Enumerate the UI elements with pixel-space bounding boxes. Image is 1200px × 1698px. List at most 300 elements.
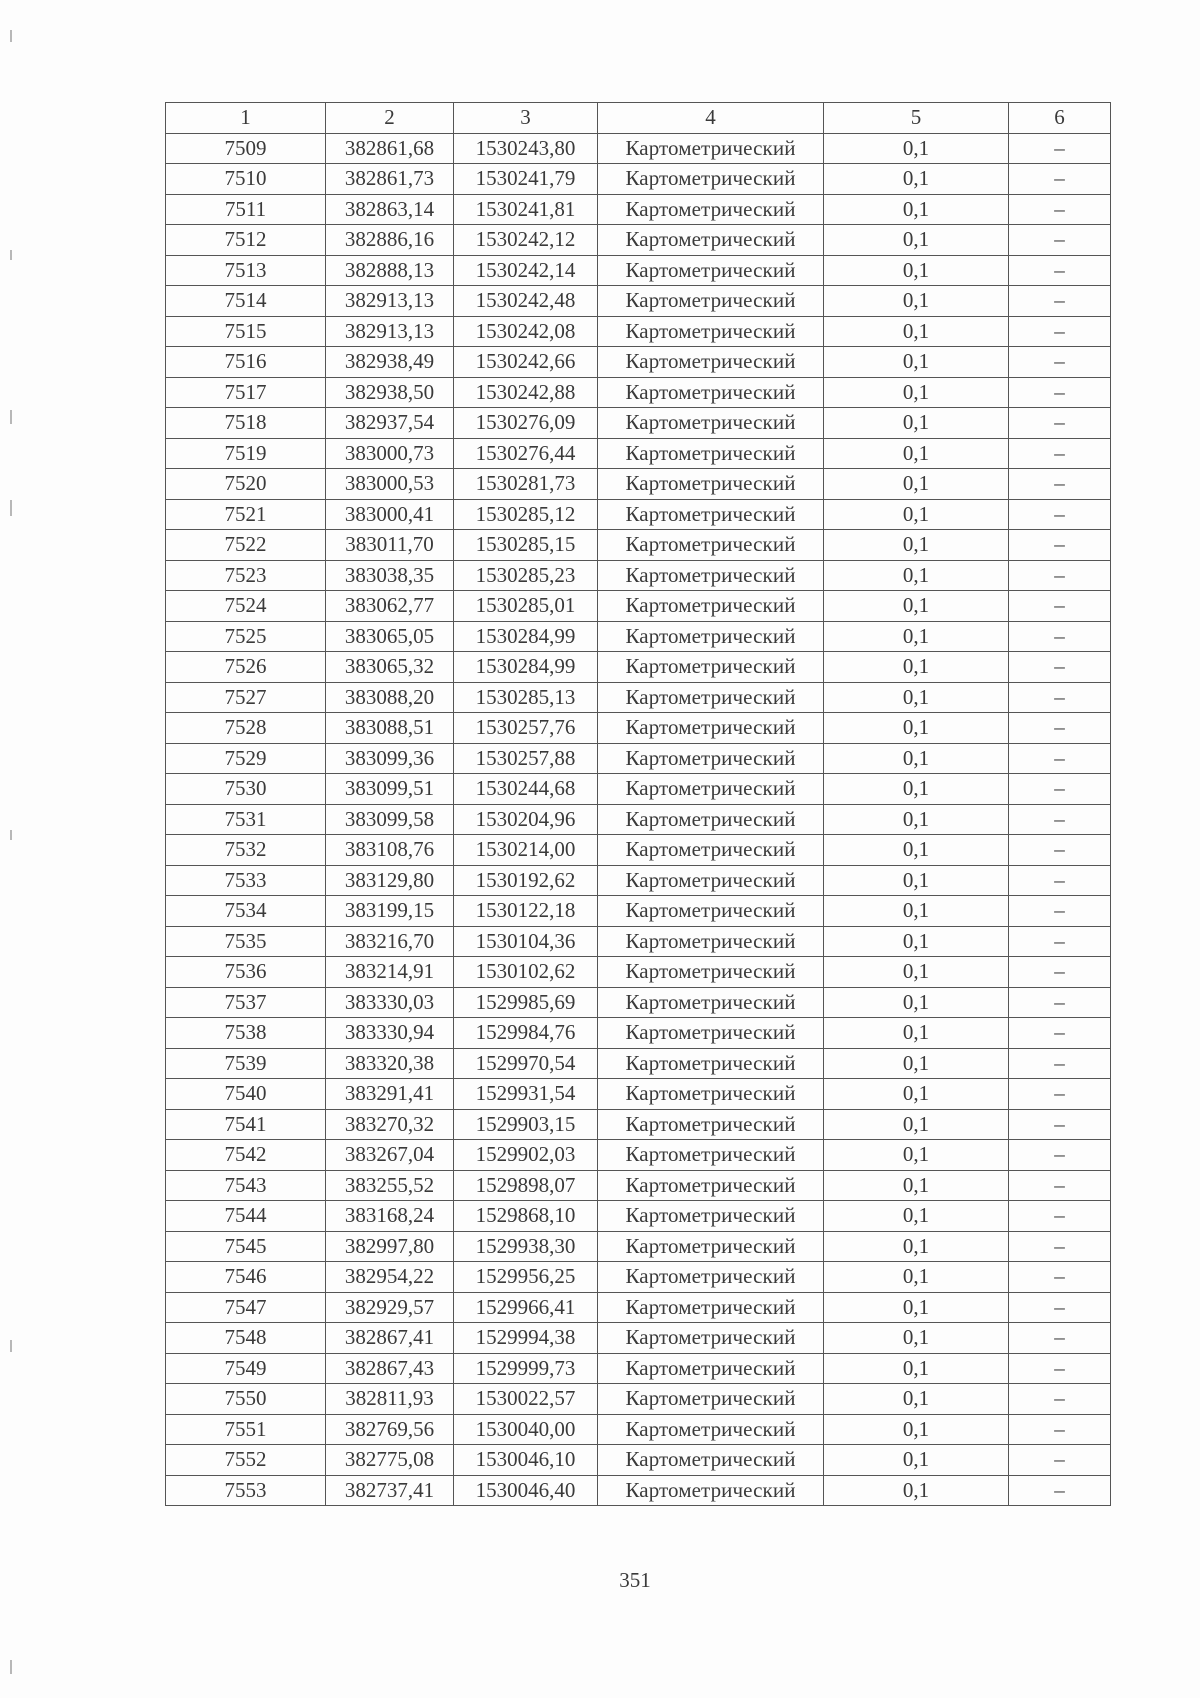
cell-coordinate-x: 383108,76 <box>326 835 454 866</box>
cell-accuracy: 0,1 <box>824 194 1009 225</box>
cell-accuracy: 0,1 <box>824 926 1009 957</box>
cell-method: Картометрический <box>598 1109 824 1140</box>
cell-note: – <box>1009 316 1111 347</box>
cell-method: Картометрический <box>598 377 824 408</box>
cell-coordinate-x: 382867,43 <box>326 1353 454 1384</box>
cell-accuracy: 0,1 <box>824 1170 1009 1201</box>
cell-coordinate-x: 382863,14 <box>326 194 454 225</box>
cell-note: – <box>1009 865 1111 896</box>
cell-coordinate-x: 383330,94 <box>326 1018 454 1049</box>
cell-coordinate-y: 1530276,09 <box>454 408 598 439</box>
cell-point-number: 7521 <box>166 499 326 530</box>
cell-point-number: 7534 <box>166 896 326 927</box>
cell-method: Картометрический <box>598 1079 824 1110</box>
cell-accuracy: 0,1 <box>824 1079 1009 1110</box>
cell-accuracy: 0,1 <box>824 1475 1009 1506</box>
cell-coordinate-y: 1530040,00 <box>454 1414 598 1445</box>
cell-point-number: 7546 <box>166 1262 326 1293</box>
cell-method: Картометрический <box>598 682 824 713</box>
cell-method: Картометрический <box>598 957 824 988</box>
cell-coordinate-x: 382886,16 <box>326 225 454 256</box>
cell-coordinate-x: 383000,53 <box>326 469 454 500</box>
cell-point-number: 7512 <box>166 225 326 256</box>
cell-method: Картометрический <box>598 1170 824 1201</box>
cell-note: – <box>1009 377 1111 408</box>
cell-method: Картометрический <box>598 713 824 744</box>
cell-accuracy: 0,1 <box>824 1140 1009 1171</box>
cell-coordinate-x: 383267,04 <box>326 1140 454 1171</box>
cell-accuracy: 0,1 <box>824 1201 1009 1232</box>
cell-method: Картометрический <box>598 1414 824 1445</box>
cell-accuracy: 0,1 <box>824 743 1009 774</box>
cell-method: Картометрический <box>598 1201 824 1232</box>
cell-accuracy: 0,1 <box>824 316 1009 347</box>
cell-accuracy: 0,1 <box>824 499 1009 530</box>
cell-coordinate-x: 382888,13 <box>326 255 454 286</box>
table-row <box>166 1323 1111 1354</box>
cell-coordinate-x: 382938,49 <box>326 347 454 378</box>
cell-coordinate-y: 1530241,81 <box>454 194 598 225</box>
cell-method: Картометрический <box>598 133 824 164</box>
cell-point-number: 7539 <box>166 1048 326 1079</box>
table-row <box>166 1231 1111 1262</box>
cell-note: – <box>1009 1201 1111 1232</box>
cell-method: Картометрический <box>598 1048 824 1079</box>
table-row <box>166 621 1111 652</box>
cell-accuracy: 0,1 <box>824 713 1009 744</box>
cell-coordinate-y: 1530285,23 <box>454 560 598 591</box>
cell-note: – <box>1009 652 1111 683</box>
cell-coordinate-y: 1530243,80 <box>454 133 598 164</box>
table-row <box>166 743 1111 774</box>
table-row <box>166 1048 1111 1079</box>
cell-method: Картометрический <box>598 408 824 439</box>
cell-method: Картометрический <box>598 743 824 774</box>
cell-note: – <box>1009 1109 1111 1140</box>
cell-method: Картометрический <box>598 530 824 561</box>
cell-accuracy: 0,1 <box>824 255 1009 286</box>
table-row <box>166 1292 1111 1323</box>
cell-accuracy: 0,1 <box>824 1353 1009 1384</box>
cell-method: Картометрический <box>598 1353 824 1384</box>
cell-coordinate-y: 1530046,10 <box>454 1445 598 1476</box>
table-row <box>166 438 1111 469</box>
cell-note: – <box>1009 1140 1111 1171</box>
cell-coordinate-x: 383011,70 <box>326 530 454 561</box>
cell-accuracy: 0,1 <box>824 438 1009 469</box>
cell-point-number: 7551 <box>166 1414 326 1445</box>
cell-coordinate-x: 382811,93 <box>326 1384 454 1415</box>
cell-coordinate-y: 1529931,54 <box>454 1079 598 1110</box>
table-row <box>166 377 1111 408</box>
table-row <box>166 865 1111 896</box>
cell-point-number: 7528 <box>166 713 326 744</box>
table-row <box>166 347 1111 378</box>
cell-point-number: 7549 <box>166 1353 326 1384</box>
cell-method: Картометрический <box>598 286 824 317</box>
cell-note: – <box>1009 560 1111 591</box>
cell-point-number: 7533 <box>166 865 326 896</box>
cell-note: – <box>1009 469 1111 500</box>
cell-accuracy: 0,1 <box>824 591 1009 622</box>
cell-point-number: 7509 <box>166 133 326 164</box>
cell-coordinate-y: 1530122,18 <box>454 896 598 927</box>
cell-point-number: 7518 <box>166 408 326 439</box>
cell-coordinate-y: 1530285,01 <box>454 591 598 622</box>
table-row <box>166 530 1111 561</box>
table-row <box>166 835 1111 866</box>
cell-coordinate-x: 383065,05 <box>326 621 454 652</box>
cell-coordinate-y: 1530276,44 <box>454 438 598 469</box>
cell-coordinate-y: 1530284,99 <box>454 621 598 652</box>
table-row <box>166 1445 1111 1476</box>
cell-coordinate-y: 1530285,13 <box>454 682 598 713</box>
cell-coordinate-y: 1530257,88 <box>454 743 598 774</box>
cell-note: – <box>1009 499 1111 530</box>
cell-coordinate-y: 1529970,54 <box>454 1048 598 1079</box>
cell-method: Картометрический <box>598 835 824 866</box>
table-body <box>166 133 1111 1506</box>
cell-coordinate-y: 1530104,36 <box>454 926 598 957</box>
cell-coordinate-y: 1530242,66 <box>454 347 598 378</box>
cell-point-number: 7543 <box>166 1170 326 1201</box>
scan-margin-mark <box>10 1660 12 1674</box>
cell-point-number: 7553 <box>166 1475 326 1506</box>
cell-coordinate-x: 383000,73 <box>326 438 454 469</box>
cell-method: Картометрический <box>598 865 824 896</box>
cell-coordinate-y: 1530281,73 <box>454 469 598 500</box>
cell-coordinate-y: 1530241,79 <box>454 164 598 195</box>
cell-method: Картометрический <box>598 1018 824 1049</box>
cell-method: Картометрический <box>598 926 824 957</box>
cell-point-number: 7535 <box>166 926 326 957</box>
cell-coordinate-y: 1530204,96 <box>454 804 598 835</box>
table-row <box>166 255 1111 286</box>
column-header-5: 5 <box>824 103 1009 134</box>
cell-point-number: 7523 <box>166 560 326 591</box>
cell-point-number: 7516 <box>166 347 326 378</box>
cell-coordinate-x: 382913,13 <box>326 286 454 317</box>
cell-method: Картометрический <box>598 347 824 378</box>
cell-accuracy: 0,1 <box>824 1018 1009 1049</box>
cell-point-number: 7552 <box>166 1445 326 1476</box>
table-row <box>166 926 1111 957</box>
cell-accuracy: 0,1 <box>824 408 1009 439</box>
cell-method: Картометрический <box>598 164 824 195</box>
cell-note: – <box>1009 682 1111 713</box>
column-header-4: 4 <box>598 103 824 134</box>
cell-note: – <box>1009 774 1111 805</box>
cell-coordinate-y: 1530242,48 <box>454 286 598 317</box>
cell-coordinate-y: 1530214,00 <box>454 835 598 866</box>
table-row <box>166 591 1111 622</box>
cell-point-number: 7536 <box>166 957 326 988</box>
table-row <box>166 1140 1111 1171</box>
scan-margin-mark <box>10 830 12 840</box>
cell-note: – <box>1009 255 1111 286</box>
cell-note: – <box>1009 408 1111 439</box>
cell-coordinate-y: 1529902,03 <box>454 1140 598 1171</box>
cell-method: Картометрический <box>598 438 824 469</box>
cell-coordinate-x: 383291,41 <box>326 1079 454 1110</box>
cell-accuracy: 0,1 <box>824 1292 1009 1323</box>
table-row <box>166 713 1111 744</box>
cell-method: Картометрический <box>598 1262 824 1293</box>
cell-coordinate-y: 1530102,62 <box>454 957 598 988</box>
table-row <box>166 286 1111 317</box>
table-header-row <box>166 103 1111 134</box>
cell-point-number: 7531 <box>166 804 326 835</box>
cell-accuracy: 0,1 <box>824 225 1009 256</box>
cell-note: – <box>1009 438 1111 469</box>
cell-coordinate-x: 383099,51 <box>326 774 454 805</box>
cell-point-number: 7537 <box>166 987 326 1018</box>
cell-coordinate-x: 382954,22 <box>326 1262 454 1293</box>
cell-coordinate-x: 383129,80 <box>326 865 454 896</box>
cell-accuracy: 0,1 <box>824 957 1009 988</box>
cell-point-number: 7530 <box>166 774 326 805</box>
cell-method: Картометрический <box>598 1140 824 1171</box>
cell-method: Картометрический <box>598 560 824 591</box>
table-row <box>166 499 1111 530</box>
cell-coordinate-x: 382775,08 <box>326 1445 454 1476</box>
cell-accuracy: 0,1 <box>824 1445 1009 1476</box>
cell-coordinate-x: 383099,58 <box>326 804 454 835</box>
cell-coordinate-x: 383038,35 <box>326 560 454 591</box>
cell-coordinate-x: 382737,41 <box>326 1475 454 1506</box>
cell-accuracy: 0,1 <box>824 865 1009 896</box>
table-row <box>166 896 1111 927</box>
cell-coordinate-y: 1529903,15 <box>454 1109 598 1140</box>
cell-accuracy: 0,1 <box>824 652 1009 683</box>
cell-point-number: 7526 <box>166 652 326 683</box>
cell-coordinate-x: 383062,77 <box>326 591 454 622</box>
cell-method: Картометрический <box>598 621 824 652</box>
cell-accuracy: 0,1 <box>824 377 1009 408</box>
cell-coordinate-x: 382861,68 <box>326 133 454 164</box>
cell-note: – <box>1009 591 1111 622</box>
cell-note: – <box>1009 1323 1111 1354</box>
cell-coordinate-y: 1529868,10 <box>454 1201 598 1232</box>
table-row <box>166 1018 1111 1049</box>
cell-note: – <box>1009 1231 1111 1262</box>
cell-point-number: 7511 <box>166 194 326 225</box>
cell-accuracy: 0,1 <box>824 835 1009 866</box>
table-header <box>166 103 1111 134</box>
cell-note: – <box>1009 1170 1111 1201</box>
cell-note: – <box>1009 1048 1111 1079</box>
cell-coordinate-x: 383270,32 <box>326 1109 454 1140</box>
cell-coordinate-x: 383088,20 <box>326 682 454 713</box>
table-row <box>166 1414 1111 1445</box>
cell-note: – <box>1009 530 1111 561</box>
cell-note: – <box>1009 286 1111 317</box>
cell-method: Картометрический <box>598 194 824 225</box>
cell-point-number: 7515 <box>166 316 326 347</box>
cell-note: – <box>1009 1292 1111 1323</box>
cell-method: Картометрический <box>598 469 824 500</box>
column-header-3: 3 <box>454 103 598 134</box>
table-row <box>166 1262 1111 1293</box>
table-row <box>166 1201 1111 1232</box>
cell-method: Картометрический <box>598 1384 824 1415</box>
cell-coordinate-y: 1529994,38 <box>454 1323 598 1354</box>
cell-point-number: 7527 <box>166 682 326 713</box>
cell-point-number: 7519 <box>166 438 326 469</box>
cell-coordinate-y: 1530022,57 <box>454 1384 598 1415</box>
cell-accuracy: 0,1 <box>824 896 1009 927</box>
cell-point-number: 7517 <box>166 377 326 408</box>
cell-coordinate-y: 1530242,14 <box>454 255 598 286</box>
cell-point-number: 7547 <box>166 1292 326 1323</box>
table-row <box>166 1475 1111 1506</box>
cell-note: – <box>1009 896 1111 927</box>
cell-accuracy: 0,1 <box>824 286 1009 317</box>
cell-point-number: 7524 <box>166 591 326 622</box>
table-row <box>166 469 1111 500</box>
cell-accuracy: 0,1 <box>824 774 1009 805</box>
cell-method: Картометрический <box>598 1292 824 1323</box>
cell-point-number: 7529 <box>166 743 326 774</box>
cell-accuracy: 0,1 <box>824 804 1009 835</box>
cell-point-number: 7545 <box>166 1231 326 1262</box>
cell-coordinate-y: 1530285,12 <box>454 499 598 530</box>
cell-coordinate-x: 382938,50 <box>326 377 454 408</box>
cell-note: – <box>1009 133 1111 164</box>
cell-note: – <box>1009 926 1111 957</box>
table-row <box>166 957 1111 988</box>
cell-method: Картометрический <box>598 1475 824 1506</box>
cell-point-number: 7548 <box>166 1323 326 1354</box>
cell-point-number: 7538 <box>166 1018 326 1049</box>
cell-note: – <box>1009 987 1111 1018</box>
cell-coordinate-y: 1530242,88 <box>454 377 598 408</box>
table-row <box>166 164 1111 195</box>
cell-coordinate-x: 383000,41 <box>326 499 454 530</box>
cell-accuracy: 0,1 <box>824 1323 1009 1354</box>
cell-point-number: 7510 <box>166 164 326 195</box>
cell-coordinate-y: 1530242,12 <box>454 225 598 256</box>
cell-coordinate-y: 1530257,76 <box>454 713 598 744</box>
cell-method: Картометрический <box>598 316 824 347</box>
cell-coordinate-x: 383088,51 <box>326 713 454 744</box>
cell-point-number: 7550 <box>166 1384 326 1415</box>
cell-coordinate-y: 1529985,69 <box>454 987 598 1018</box>
cell-method: Картометрический <box>598 987 824 1018</box>
column-header-2: 2 <box>326 103 454 134</box>
column-header-6: 6 <box>1009 103 1111 134</box>
cell-note: – <box>1009 621 1111 652</box>
cell-method: Картометрический <box>598 896 824 927</box>
cell-accuracy: 0,1 <box>824 469 1009 500</box>
cell-accuracy: 0,1 <box>824 1262 1009 1293</box>
cell-accuracy: 0,1 <box>824 682 1009 713</box>
cell-method: Картометрический <box>598 499 824 530</box>
cell-note: – <box>1009 1475 1111 1506</box>
cell-coordinate-x: 383214,91 <box>326 957 454 988</box>
column-header-1: 1 <box>166 103 326 134</box>
cell-accuracy: 0,1 <box>824 1109 1009 1140</box>
cell-note: – <box>1009 347 1111 378</box>
table-row <box>166 1079 1111 1110</box>
cell-accuracy: 0,1 <box>824 621 1009 652</box>
cell-coordinate-x: 382929,57 <box>326 1292 454 1323</box>
cell-point-number: 7532 <box>166 835 326 866</box>
cell-coordinate-y: 1530244,68 <box>454 774 598 805</box>
cell-method: Картометрический <box>598 1231 824 1262</box>
table-row <box>166 1353 1111 1384</box>
cell-coordinate-x: 383330,03 <box>326 987 454 1018</box>
scan-margin-mark <box>10 1340 12 1352</box>
cell-accuracy: 0,1 <box>824 1384 1009 1415</box>
cell-method: Картометрический <box>598 1445 824 1476</box>
cell-coordinate-y: 1530242,08 <box>454 316 598 347</box>
cell-coordinate-y: 1530284,99 <box>454 652 598 683</box>
cell-coordinate-x: 383320,38 <box>326 1048 454 1079</box>
cell-point-number: 7514 <box>166 286 326 317</box>
cell-accuracy: 0,1 <box>824 1231 1009 1262</box>
cell-coordinate-x: 382937,54 <box>326 408 454 439</box>
cell-accuracy: 0,1 <box>824 530 1009 561</box>
cell-note: – <box>1009 957 1111 988</box>
cell-accuracy: 0,1 <box>824 1048 1009 1079</box>
table-row <box>166 225 1111 256</box>
cell-coordinate-x: 382997,80 <box>326 1231 454 1262</box>
cell-point-number: 7542 <box>166 1140 326 1171</box>
cell-method: Картометрический <box>598 774 824 805</box>
cell-note: – <box>1009 225 1111 256</box>
cell-point-number: 7541 <box>166 1109 326 1140</box>
table-row <box>166 1109 1111 1140</box>
cell-accuracy: 0,1 <box>824 1414 1009 1445</box>
cell-point-number: 7540 <box>166 1079 326 1110</box>
table-row <box>166 194 1111 225</box>
cell-coordinate-y: 1530192,62 <box>454 865 598 896</box>
cell-note: – <box>1009 743 1111 774</box>
cell-note: – <box>1009 1262 1111 1293</box>
cell-note: – <box>1009 804 1111 835</box>
cell-coordinate-x: 382861,73 <box>326 164 454 195</box>
cell-accuracy: 0,1 <box>824 560 1009 591</box>
table-row <box>166 408 1111 439</box>
cell-point-number: 7525 <box>166 621 326 652</box>
cell-method: Картометрический <box>598 255 824 286</box>
cell-coordinate-y: 1529966,41 <box>454 1292 598 1323</box>
table-row <box>166 804 1111 835</box>
cell-coordinate-x: 382913,13 <box>326 316 454 347</box>
cell-coordinate-y: 1529938,30 <box>454 1231 598 1262</box>
coordinates-table <box>165 102 1111 1506</box>
cell-point-number: 7513 <box>166 255 326 286</box>
table-row <box>166 987 1111 1018</box>
cell-accuracy: 0,1 <box>824 164 1009 195</box>
table-row <box>166 133 1111 164</box>
cell-note: – <box>1009 713 1111 744</box>
cell-accuracy: 0,1 <box>824 987 1009 1018</box>
scan-margin-mark <box>10 30 12 42</box>
table-row <box>166 682 1111 713</box>
cell-method: Картометрический <box>598 591 824 622</box>
page-number: 351 <box>619 1568 651 1592</box>
cell-coordinate-y: 1530046,40 <box>454 1475 598 1506</box>
scan-margin-mark <box>10 410 12 424</box>
cell-coordinate-y: 1529984,76 <box>454 1018 598 1049</box>
table-row <box>166 774 1111 805</box>
cell-coordinate-x: 383099,36 <box>326 743 454 774</box>
cell-note: – <box>1009 1445 1111 1476</box>
cell-coordinate-x: 382867,41 <box>326 1323 454 1354</box>
table-row <box>166 1170 1111 1201</box>
